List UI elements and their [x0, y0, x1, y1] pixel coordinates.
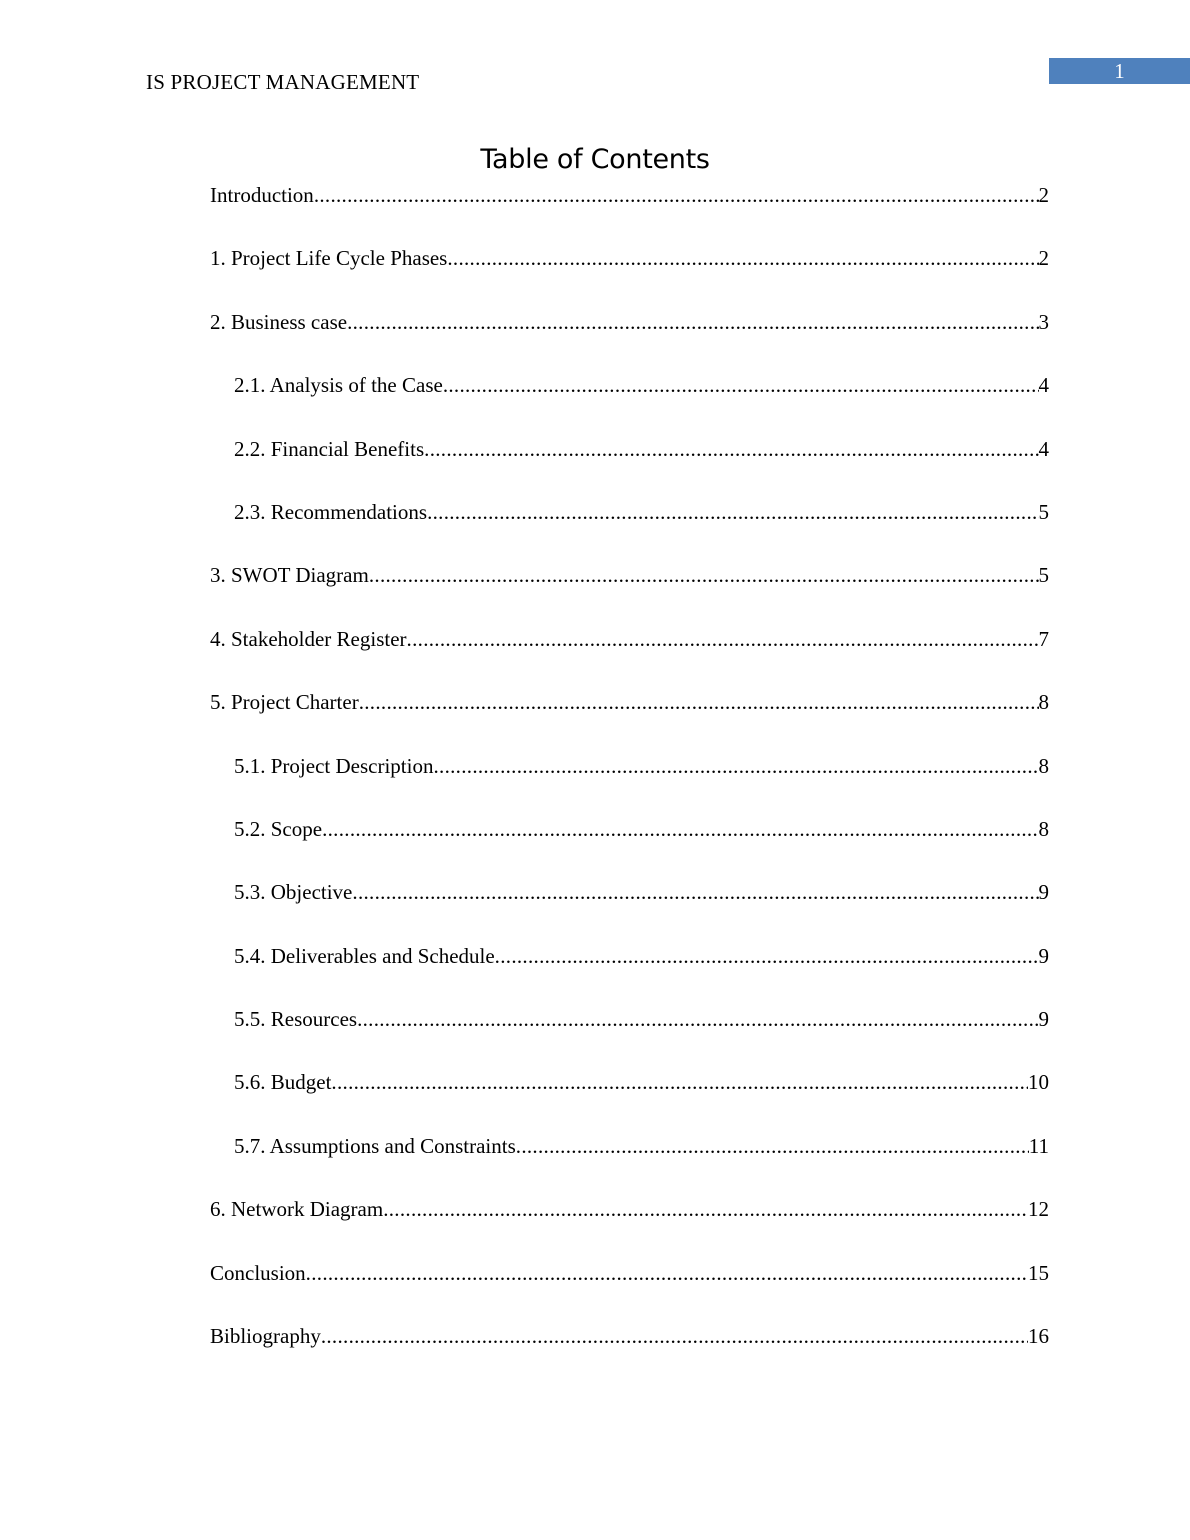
toc-entry-page-number: 7 — [1038, 626, 1049, 651]
toc-entry[interactable] — [210, 560, 1049, 623]
toc-entry-title: 2.2. Financial Benefits — [234, 436, 425, 461]
toc-entry[interactable] — [210, 434, 1049, 497]
toc-entry-page-number: 8 — [1038, 690, 1049, 715]
toc-entry-title: 5.1. Project Description — [234, 753, 434, 778]
toc-entry-title: 5.5. Resources — [234, 1007, 358, 1032]
toc-entry-page-number: 9 — [1038, 943, 1049, 968]
toc-entry-page-number: 16 — [1028, 1324, 1049, 1349]
toc-entry-title: 2.3. Recommendations — [234, 499, 428, 524]
running-head: IS PROJECT MANAGEMENT — [146, 70, 420, 94]
toc-entry[interactable] — [210, 1258, 1049, 1321]
dot-leader — [352, 877, 1038, 907]
toc-entry[interactable] — [210, 1004, 1049, 1067]
toc-entry[interactable] — [210, 687, 1049, 750]
toc-entry-page-number: 2 — [1038, 183, 1049, 207]
dot-leader — [424, 434, 1038, 464]
toc-entry[interactable] — [210, 1131, 1049, 1194]
dot-leader — [369, 560, 1039, 590]
toc-entry-page-number: 12 — [1028, 1197, 1049, 1222]
toc-entry-page-number: 2 — [1038, 246, 1049, 271]
toc-entry[interactable] — [210, 1067, 1049, 1130]
toc-entry-page-number: 9 — [1038, 1007, 1049, 1032]
dot-leader — [495, 941, 1039, 971]
toc-entry-title: Bibliography — [210, 1324, 321, 1349]
toc-entry-title: 2.1. Analysis of the Case — [234, 373, 443, 398]
toc-entry[interactable] — [210, 877, 1049, 940]
dot-leader — [433, 751, 1038, 781]
dot-leader — [322, 814, 1038, 844]
toc-entry[interactable] — [210, 497, 1049, 560]
dot-leader — [359, 687, 1039, 717]
dot-leader — [516, 1131, 1029, 1161]
dot-leader — [443, 370, 1039, 400]
toc-entry-title: 1. Project Life Cycle Phases — [210, 246, 448, 271]
toc-entry[interactable] — [210, 814, 1049, 877]
dot-leader — [314, 180, 1039, 210]
toc-entry-page-number: 15 — [1028, 1260, 1049, 1285]
dot-leader — [427, 497, 1038, 527]
toc-entry[interactable] — [210, 307, 1049, 370]
toc-entry-page-number: 4 — [1038, 373, 1049, 398]
toc-entry[interactable] — [210, 751, 1049, 814]
dot-leader — [306, 1258, 1028, 1288]
page-number: 1 — [1114, 59, 1125, 83]
toc-entry-page-number: 9 — [1038, 880, 1049, 905]
toc-entry-title: 5.6. Budget — [234, 1070, 332, 1095]
dot-leader — [347, 307, 1038, 337]
toc-entry-title: 2. Business case — [210, 309, 348, 334]
table-of-contents — [210, 180, 1049, 1384]
dot-leader — [321, 1321, 1028, 1351]
toc-entry[interactable] — [210, 180, 1049, 243]
toc-entry-title: 6. Network Diagram — [210, 1197, 384, 1222]
toc-entry-title: 5.3. Objective — [234, 880, 353, 905]
toc-entry[interactable] — [210, 1321, 1049, 1384]
toc-entry[interactable] — [210, 370, 1049, 433]
toc-entry-page-number: 10 — [1028, 1070, 1049, 1095]
dot-leader — [447, 243, 1038, 273]
dot-leader — [407, 624, 1039, 654]
toc-entry-page-number: 5 — [1038, 499, 1049, 524]
toc-entry-title: Conclusion — [210, 1260, 306, 1285]
toc-entry-title: 4. Stakeholder Register — [210, 626, 407, 651]
toc-entry-page-number: 3 — [1038, 309, 1049, 334]
toc-entry-title: 5.2. Scope — [234, 816, 323, 841]
toc-title: Table of Contents — [480, 144, 710, 175]
toc-entry[interactable] — [210, 1194, 1049, 1257]
toc-entry[interactable] — [210, 941, 1049, 1004]
toc-entry-page-number: 8 — [1038, 816, 1049, 841]
toc-entry-page-number: 8 — [1038, 753, 1049, 778]
toc-entry-page-number: 5 — [1038, 563, 1049, 588]
toc-entry[interactable] — [210, 624, 1049, 687]
toc-entry-page-number: 11 — [1028, 1133, 1049, 1158]
dot-leader — [383, 1194, 1028, 1224]
toc-entry-title: 5.4. Deliverables and Schedule — [234, 943, 495, 968]
toc-entry-title: 5.7. Assumptions and Constraints — [234, 1133, 516, 1158]
toc-entry[interactable] — [210, 243, 1049, 306]
toc-entry-title: 5. Project Charter — [210, 690, 359, 715]
page-number-badge — [1049, 58, 1190, 84]
dot-leader — [331, 1067, 1028, 1097]
toc-entry-page-number: 4 — [1038, 436, 1049, 461]
toc-entry-title: Introduction — [210, 183, 314, 207]
dot-leader — [357, 1004, 1038, 1034]
toc-entry-title: 3. SWOT Diagram — [210, 563, 369, 588]
